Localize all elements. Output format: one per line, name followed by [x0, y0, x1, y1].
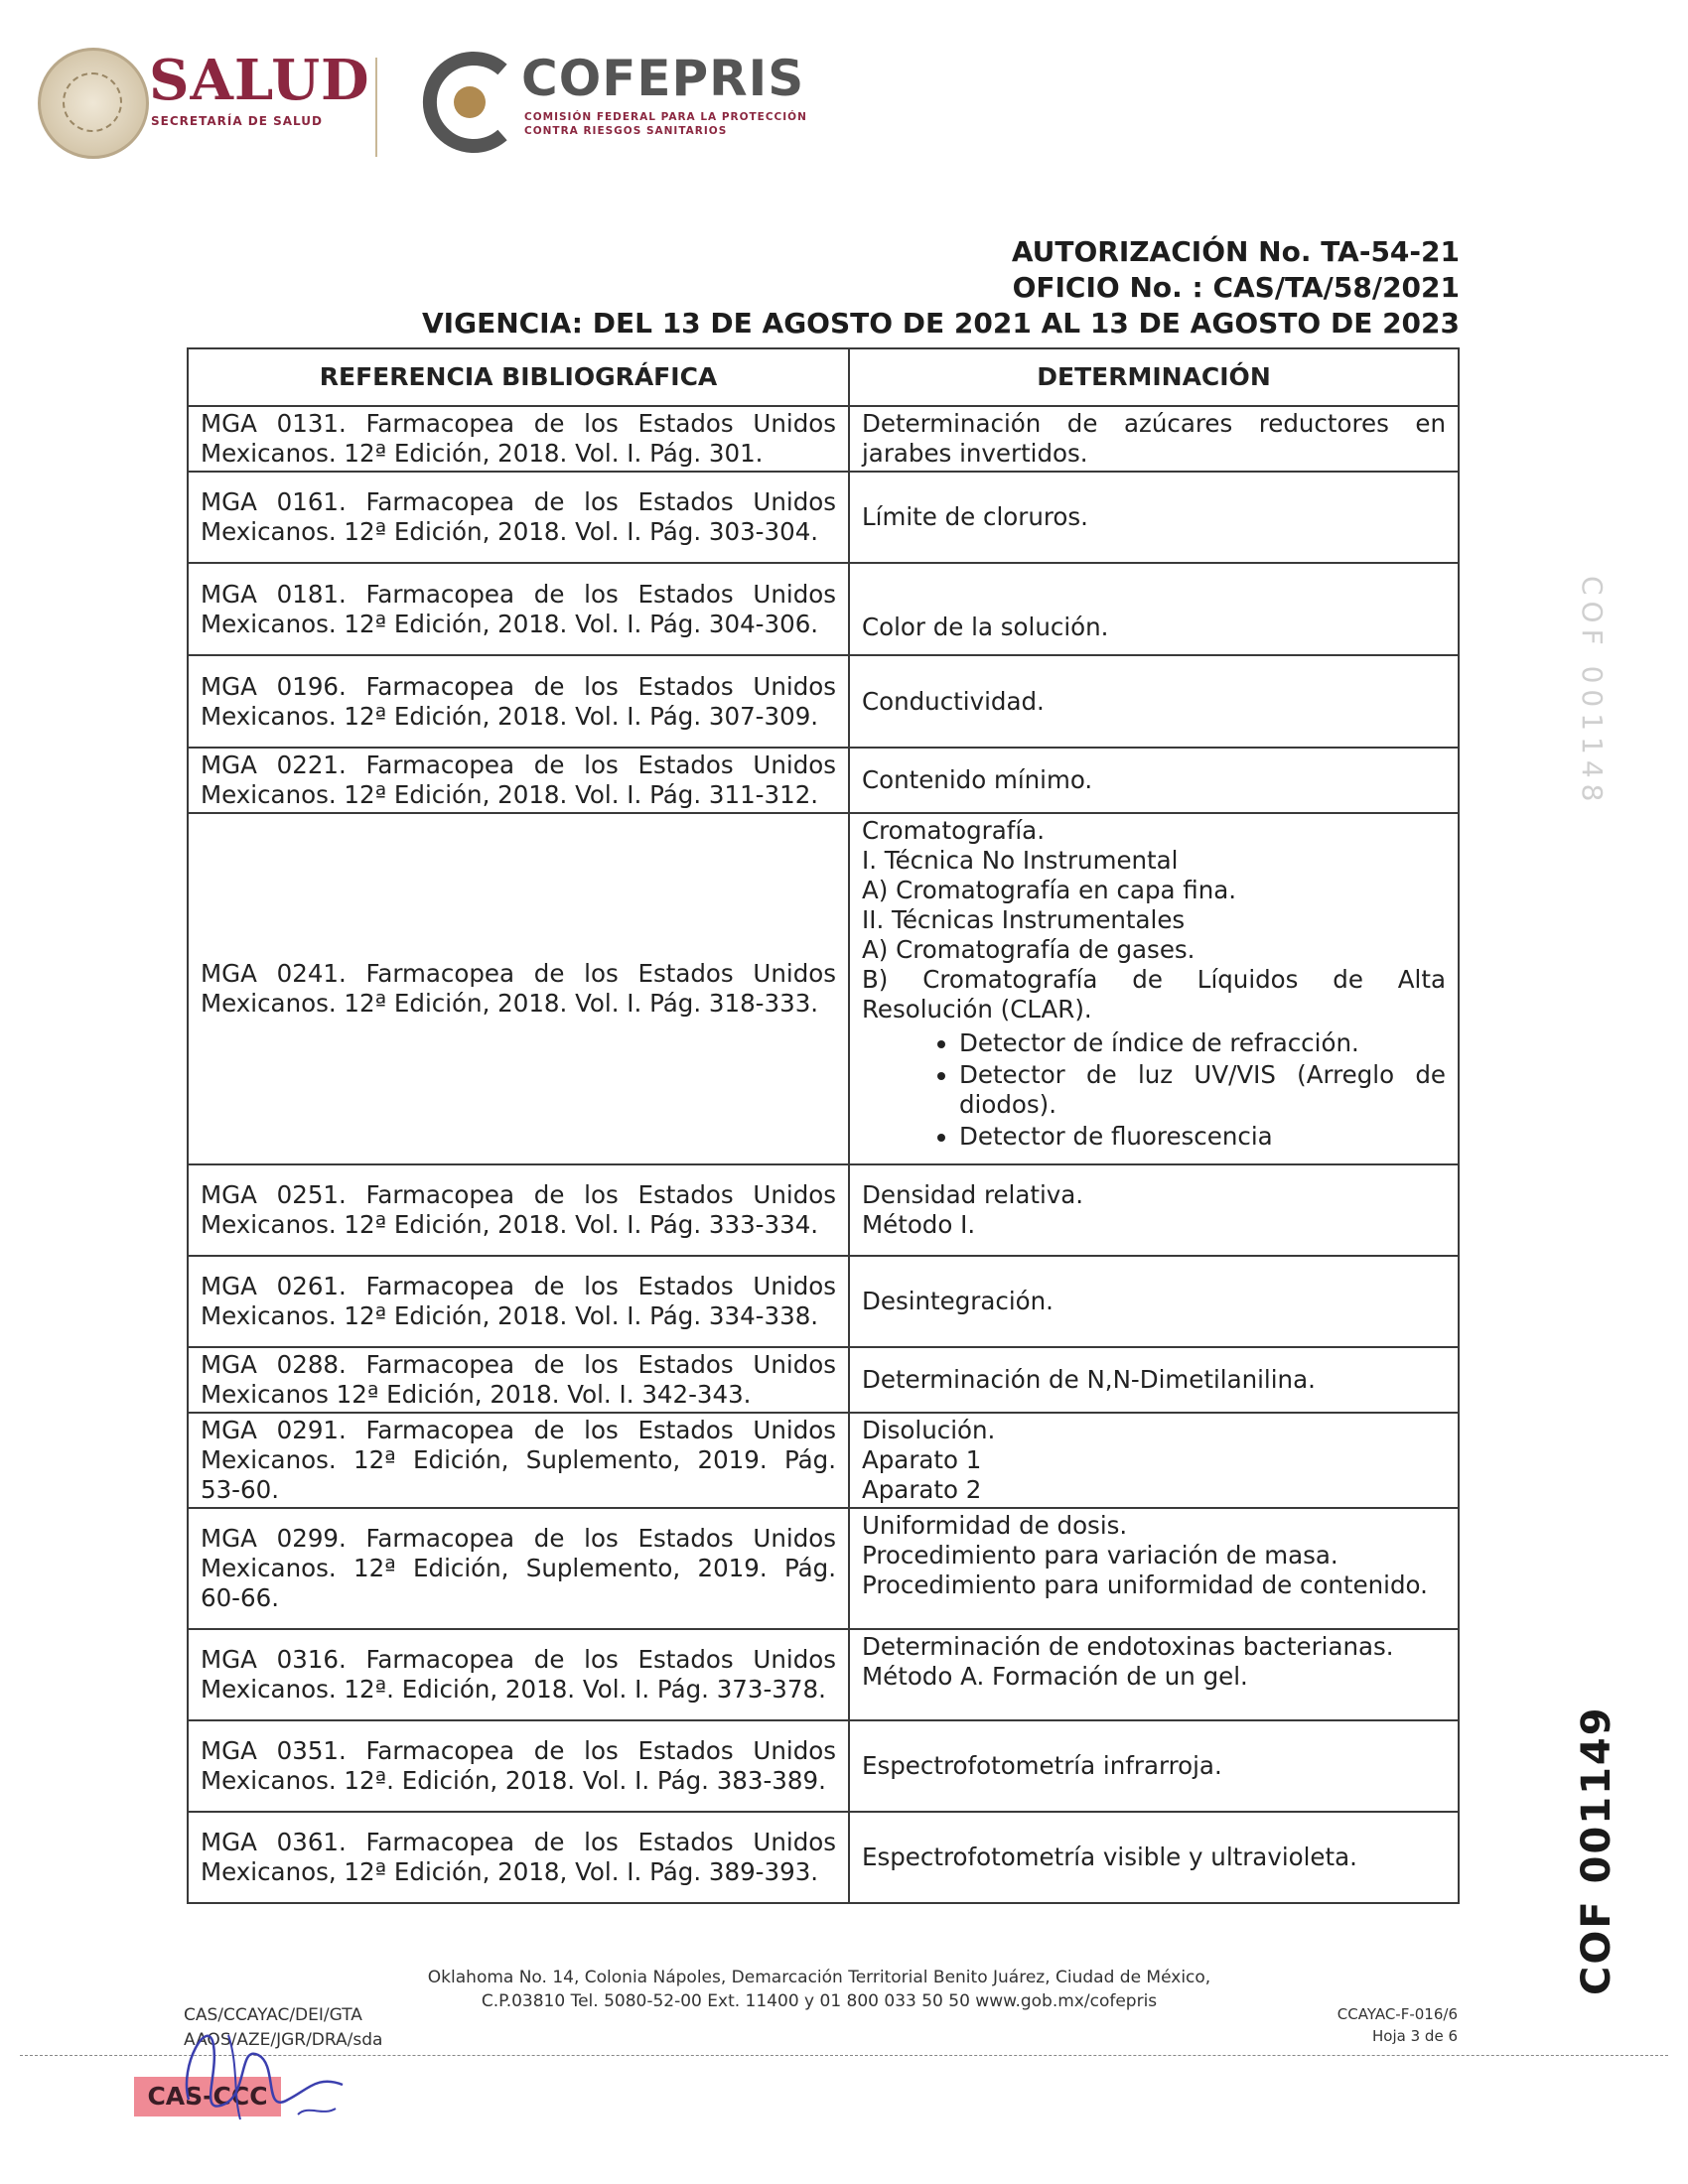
- det-line: Método I.: [862, 1210, 976, 1239]
- form-code: CCAYAC-F-016/6: [1336, 2005, 1458, 2023]
- folio-stamp: COF 001149: [1574, 1706, 1619, 1995]
- det-cell: [849, 1347, 1459, 1413]
- list-item: • Detector de fluorescencia: [959, 1122, 1446, 1152]
- table-row: [188, 813, 1459, 1164]
- footer-form-info: [1337, 2003, 1458, 2047]
- page-number: Hoja 3 de 6: [1372, 2027, 1458, 2045]
- det-line: Aparato 1: [862, 1445, 982, 1474]
- detector-bullet-list: [862, 1028, 1446, 1152]
- mexico-coat-of-arms-seal-icon: [38, 48, 149, 159]
- header-determinacion: DETERMINACIÓN: [849, 348, 1459, 406]
- ref-cell: MGA 0251. Farmacopea de los Estados Unidos Mexicanos. 12ª Edición, 2018. Vol. I. Pág. 333-334.: [188, 1164, 849, 1256]
- footer-initials-line-2: AAOS/AZE/JGR/DRA/sda: [184, 2030, 383, 2050]
- det-line: Espectrofotometría infrarroja.: [862, 1751, 1222, 1780]
- faint-folio-stamp: COF 001148: [1576, 576, 1609, 808]
- autorizacion-number: AUTORIZACIÓN No. TA-54-21: [1011, 235, 1460, 268]
- ref-cell: MGA 0299. Farmacopea de los Estados Unidos Mexicanos. 12ª Edición, Suplemento, 2019. Pág. 60-66.: [188, 1508, 849, 1629]
- det-cell: [849, 1812, 1459, 1903]
- ref-cell: MGA 0316. Farmacopea de los Estados Unidos Mexicanos. 12ª. Edición, 2018. Vol. I. Pág. 373-378.: [188, 1629, 849, 1720]
- det-cell: [849, 1720, 1459, 1812]
- ref-cell: MGA 0221. Farmacopea de los Estados Unidos Mexicanos. 12ª Edición, 2018. Vol. I. Pág. 311-312.: [188, 748, 849, 813]
- det-line: Determinación de N,N-Dimetilanilina.: [862, 1365, 1316, 1394]
- logo-divider: [375, 58, 377, 157]
- footer-initials-line-1: CAS/CCAYAC/DEI/GTA: [184, 2005, 362, 2025]
- footer-address-line-2: C.P.03810 Tel. 5080-52-00 Ext. 11400 y 01 800 033 50 50 www.gob.mx/cofepris: [481, 1991, 1158, 2011]
- ref-cell: MGA 0241. Farmacopea de los Estados Unidos Mexicanos. 12ª Edición, 2018. Vol. I. Pág. 318-333.: [188, 813, 849, 1164]
- det-line: Espectrofotometría visible y ultravioleta.: [862, 1843, 1357, 1871]
- det-cell: [849, 655, 1459, 748]
- ref-cell: MGA 0351. Farmacopea de los Estados Unidos Mexicanos. 12ª. Edición, 2018. Vol. I. Pág. 383-389.: [188, 1720, 849, 1812]
- ref-cell: MGA 0196. Farmacopea de los Estados Unidos Mexicanos. 12ª Edición, 2018. Vol. I. Pág. 307-309.: [188, 655, 849, 748]
- table-row: [188, 1508, 1459, 1629]
- table-row: [188, 748, 1459, 813]
- det-cell: [849, 1629, 1459, 1720]
- cas-ccc-stamp: CAS-CCC: [134, 2077, 281, 2116]
- ref-cell: MGA 0161. Farmacopea de los Estados Unidos Mexicanos. 12ª Edición, 2018. Vol. I. Pág. 303-304.: [188, 472, 849, 563]
- determinations-table: [187, 347, 1460, 1904]
- det-cell: [849, 1164, 1459, 1256]
- handwritten-signature-icon: [169, 2005, 357, 2134]
- det-line: B) Cromatografía de Líquidos de Alta Resolución (CLAR).: [862, 965, 1446, 1024]
- list-item: • Detector de luz UV/VIS (Arreglo de diodos).: [959, 1060, 1446, 1120]
- det-line: Uniformidad de dosis.: [862, 1511, 1128, 1540]
- det-cell: [849, 472, 1459, 563]
- footer-address-line-1: Oklahoma No. 14, Colonia Nápoles, Demarcación Territorial Benito Juárez, Ciudad de México,: [427, 1968, 1211, 1987]
- det-cell: [849, 563, 1459, 655]
- ref-cell: MGA 0261. Farmacopea de los Estados Unidos Mexicanos. 12ª Edición, 2018. Vol. I. Pág. 334-338.: [188, 1256, 849, 1347]
- vigencia-period: VIGENCIA: DEL 13 DE AGOSTO DE 2021 AL 13 DE AGOSTO DE 2023: [422, 307, 1460, 340]
- table-row: [188, 1256, 1459, 1347]
- det-cell: [849, 1256, 1459, 1347]
- det-line: I. Técnica No Instrumental: [862, 846, 1179, 875]
- header-referencia: REFERENCIA BIBLIOGRÁFICA: [188, 348, 849, 406]
- ref-cell: MGA 0131. Farmacopea de los Estados Unidos Mexicanos. 12ª Edición, 2018. Vol. I. Pág. 301.: [188, 406, 849, 472]
- det-cell: [849, 406, 1459, 472]
- oficio-number: OFICIO No. : CAS/TA/58/2021: [1012, 271, 1460, 304]
- table-row: [188, 1812, 1459, 1903]
- ref-cell: MGA 0291. Farmacopea de los Estados Unidos Mexicanos. 12ª Edición, Suplemento, 2019. Pág. 53-60.: [188, 1413, 849, 1508]
- salud-logo-text: SALUD: [149, 48, 370, 113]
- det-line: Método A. Formación de un gel.: [862, 1662, 1248, 1691]
- det-line: Determinación de endotoxinas bacterianas.: [862, 1632, 1394, 1661]
- det-line: Cromatografía.: [862, 816, 1045, 845]
- det-line: Determinación de azúcares reductores en jarabes invertidos.: [862, 409, 1446, 468]
- det-line: II. Técnicas Instrumentales: [862, 905, 1186, 934]
- table-row: [188, 563, 1459, 655]
- det-line: Procedimiento para uniformidad de contenido.: [862, 1570, 1428, 1599]
- table-row: [188, 1164, 1459, 1256]
- det-cell: [849, 748, 1459, 813]
- cofepris-subtitle-2: CONTRA RIESGOS SANITARIOS: [524, 125, 728, 137]
- ref-cell: MGA 0361. Farmacopea de los Estados Unidos Mexicanos, 12ª Edición, 2018, Vol. I. Pág. 389-393.: [188, 1812, 849, 1903]
- document-reference-block: [422, 234, 1460, 341]
- det-cell: [849, 813, 1459, 1164]
- table-row: [188, 406, 1459, 472]
- table-row: [188, 655, 1459, 748]
- letterhead: [38, 40, 832, 159]
- det-line: Disolución.: [862, 1416, 996, 1444]
- det-cell: [849, 1413, 1459, 1508]
- cofepris-c-logo-icon: [415, 48, 524, 157]
- det-cell: [849, 1508, 1459, 1629]
- det-line: A) Cromatografía en capa fina.: [862, 876, 1237, 904]
- det-line: A) Cromatografía de gases.: [862, 935, 1196, 964]
- det-line: Límite de cloruros.: [862, 502, 1088, 531]
- det-line: Contenido mínimo.: [862, 765, 1093, 794]
- det-line: Conductividad.: [862, 686, 1045, 716]
- table-row: [188, 1347, 1459, 1413]
- det-line: Aparato 2: [862, 1475, 982, 1504]
- det-line: Color de la solución.: [862, 613, 1109, 641]
- list-item: • Detector de índice de refracción.: [959, 1028, 1446, 1058]
- det-line: Procedimiento para variación de masa.: [862, 1541, 1338, 1570]
- table-row: [188, 472, 1459, 563]
- table-row: [188, 1629, 1459, 1720]
- ref-cell: MGA 0288. Farmacopea de los Estados Unidos Mexicanos 12ª Edición, 2018. Vol. I. 342-343.: [188, 1347, 849, 1413]
- cofepris-logo-text: COFEPRIS: [521, 50, 805, 107]
- table-row: [188, 1720, 1459, 1812]
- salud-subtitle: SECRETARÍA DE SALUD: [151, 114, 323, 128]
- ref-cell: MGA 0181. Farmacopea de los Estados Unidos Mexicanos. 12ª Edición, 2018. Vol. I. Pág. 304-306.: [188, 563, 849, 655]
- det-line: Desintegración.: [862, 1287, 1054, 1315]
- table-row: [188, 1413, 1459, 1508]
- det-line: Densidad relativa.: [862, 1180, 1084, 1209]
- cofepris-subtitle-1: COMISIÓN FEDERAL PARA LA PROTECCIÓN: [524, 111, 807, 123]
- table-header-row: [188, 348, 1459, 406]
